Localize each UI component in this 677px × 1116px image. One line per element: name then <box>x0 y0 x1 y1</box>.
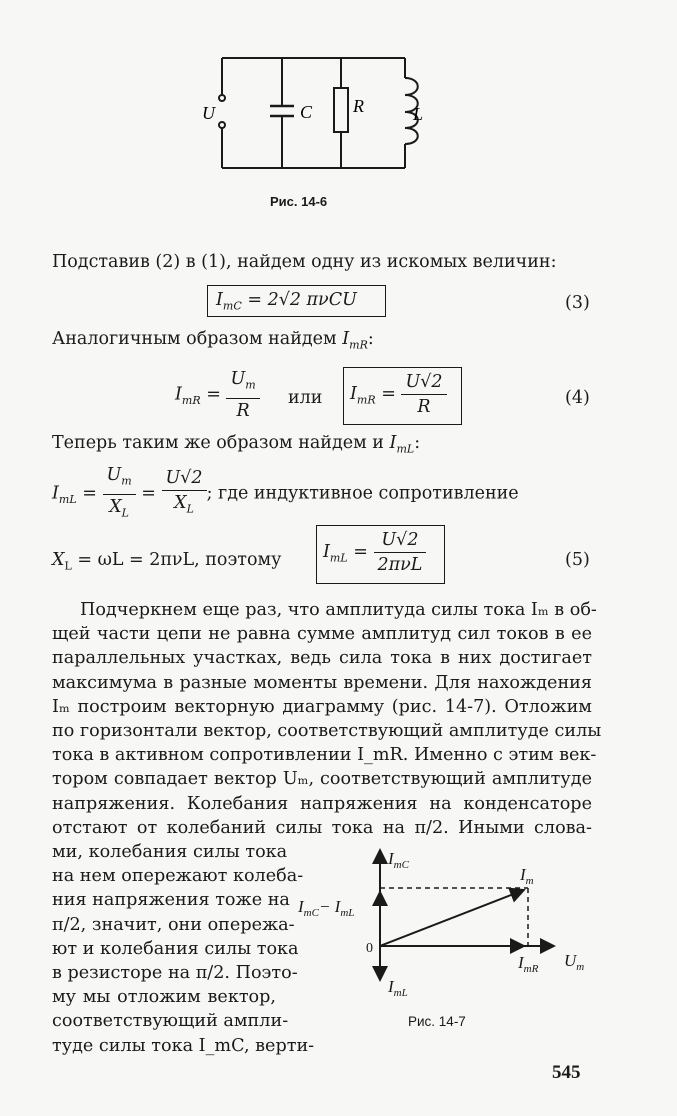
column-paragraph <box>52 840 315 1058</box>
column-line: му мы отложим вектор, <box>52 987 276 1008</box>
terminal-top <box>219 95 225 101</box>
paragraph-line: щей части цепи не равна сумме амплитуд сил токов в ее <box>52 624 592 645</box>
paragraph-line: напряжения. Колебания напряжения на конденсаторе <box>52 793 592 814</box>
paragraph-line: тором совпадает вектор Uₘ, соответствующий амплитуде <box>52 769 592 790</box>
equation-5: $I_{mL}$ = $\frac{U√2}{\text{2πνL}}$ <box>323 528 426 577</box>
column-line: π/2, значит, они опережа- <box>52 914 295 935</box>
column-line: туде силы тока I_mC, верти- <box>52 1035 315 1056</box>
fraction-u-sqrt2-over-2pinul: $\frac{U√2}{\text{2πνL}}$ <box>374 528 427 577</box>
resistor-body <box>334 88 348 132</box>
page-number: 545 <box>552 1062 581 1083</box>
column-line: ния напряжения тоже на <box>52 890 290 911</box>
figure-caption-14-6: Рис. 14-6 <box>270 194 328 209</box>
column-line: в резисторе на π/2. Поэто- <box>52 963 298 984</box>
column-line: на нем опережают колеба- <box>52 866 304 887</box>
paragraph-line: по горизонтали вектор, соответствующий амплитуде силы <box>52 721 602 742</box>
label-imr: $I_{mR}$ <box>518 953 539 975</box>
equation-4-or: или <box>288 388 323 408</box>
paragraph-line: параллельных участках, ведь сила тока в них достигает <box>52 648 592 669</box>
figure-caption-14-7: Рис. 14-7 <box>408 1014 466 1029</box>
main-paragraph <box>52 598 602 840</box>
label-imc: $I_{mC}$ <box>388 849 409 871</box>
label-im: $I_m$ <box>520 865 534 887</box>
intro-text: Подставив (2) в (1), найдем одну из искомых величин: <box>52 252 557 272</box>
label-c: C <box>300 102 313 122</box>
column-line: ми, колебания силы тока <box>52 842 288 862</box>
paragraph-line: тока в активном сопротивлении I_mR. Именно с этим век- <box>52 745 597 766</box>
column-line: соответствующий ампли- <box>52 1011 289 1032</box>
equation-4-number: (4) <box>565 388 590 408</box>
paragraph-line: максимума в разные моменты времени. Для нахождения <box>52 672 592 693</box>
fraction-u-sqrt2-over-xl: $\frac{U√2}{X_L}$ <box>162 466 207 522</box>
equation-3: $I_{mC} = 2√2$ πνCU <box>216 290 357 313</box>
terminal-bottom <box>219 122 225 128</box>
label-imc-minus-iml: $I_{mC}- I_{mL}$ <box>298 897 355 919</box>
label-l: L <box>413 104 424 124</box>
paragraph-line: отстают от колебаний силы тока на π/2. Иными слова- <box>52 817 592 838</box>
vector-diagram <box>292 840 592 1010</box>
vector-im <box>380 890 524 946</box>
fraction-um-over-xl: $\frac{U_m}{X_L}$ <box>103 463 136 525</box>
analog-text: Аналогичным образом найдем $I_{mR}$: <box>52 329 374 352</box>
equation-5-number: (5) <box>565 550 590 570</box>
circuit-diagram <box>200 40 440 180</box>
then-text: Теперь таким же образом найдем и $I_{mL}$: <box>52 433 421 456</box>
column-line: ют и колебания силы тока <box>52 938 299 959</box>
label-iml: $I_{mL}$ <box>388 977 408 999</box>
fraction-um-over-r: $\frac{U_m}{R}$ <box>226 367 259 423</box>
fraction-u-sqrt2-over-r: $\frac{U√2}{R}$ <box>401 370 446 419</box>
paragraph-line: Подчеркнем еще раз, что амплитуда силы тока Iₘ в об- <box>80 600 597 620</box>
equation-3-number: (3) <box>565 293 590 313</box>
equation-4-left: $I_{mR}$ = $\frac{U_m}{R}$ <box>175 367 260 423</box>
label-um: $U_m$ <box>564 951 585 973</box>
label-r: R <box>353 96 364 116</box>
equation-4-boxed: $I_{mR}$ = $\frac{U√2}{R}$ <box>350 370 447 419</box>
equation-iml: $I_{mL}$ = $\frac{U_m}{X_L}$ = $\frac{U√2}{X_L}$ ; где индуктивное сопротивление <box>52 463 519 525</box>
label-zero: 0 <box>366 941 373 956</box>
paragraph-line: Iₘ построим векторную диаграмму (рис. 14-7). Отложим <box>52 696 592 717</box>
label-u: U <box>202 103 215 123</box>
xl-line: $X_L = \omega L = 2\pi\nu L$, поэтому <box>52 550 282 573</box>
